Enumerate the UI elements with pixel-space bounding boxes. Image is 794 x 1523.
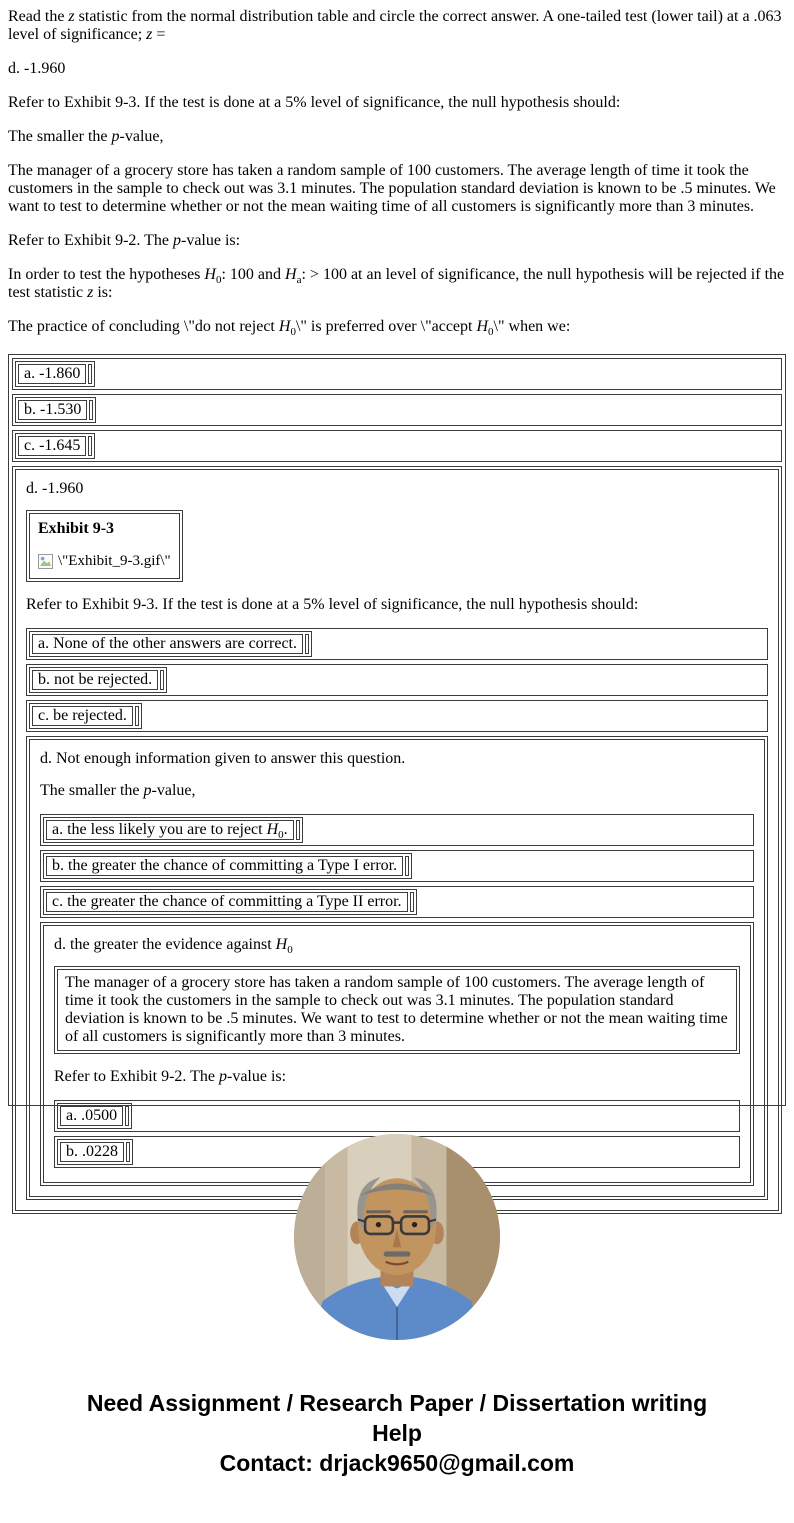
question-prompt-exhibit-9-2: Refer to Exhibit 9-2. The p-value is:	[54, 1068, 287, 1085]
answer-option-row-c	[40, 886, 754, 918]
answer-option-row-c	[12, 430, 782, 462]
answer-option-cell	[43, 817, 303, 843]
exhibit-title: Exhibit 9-3	[38, 520, 115, 537]
empty-cell	[160, 670, 164, 690]
paragraph-refer-exhibit-9-2: Refer to Exhibit 9-2. The p-value is:	[8, 232, 241, 249]
exhibit-9-3-box	[26, 510, 183, 582]
answer-option-label: a. the less likely you are to reject $H_0$.	[46, 820, 294, 840]
answer-option-label: c. the greater the chance of committing a Type II error.	[46, 892, 408, 912]
broken-image-alt-text: \"Exhibit_9-3.gif\"	[58, 553, 171, 569]
question-text-block	[8, 8, 786, 339]
answer-option-row-b	[26, 664, 768, 696]
answer-option-cell	[29, 667, 167, 693]
empty-cell	[296, 820, 300, 840]
answer-option-d-label: d. Not enough information given to answer this question.	[40, 750, 406, 767]
question-prompt-exhibit-9-3: Refer to Exhibit 9-3. If the test is done at a 5% level of significance, the null hypothesis should:	[26, 596, 639, 613]
quiz-answers-box	[8, 354, 786, 1160]
paragraph-grocery-store: The manager of a grocery store has taken a random sample of 100 customers. The average length of time it took the customers in the sample to check out was 3.1 minutes. The population standard deviation is known to be .5 minutes. We want to test to determine whether or not the mean waiting time of all customers is significantly more than 3 minutes.	[8, 162, 776, 215]
empty-cell	[89, 400, 93, 420]
instructor-photo	[294, 1134, 500, 1340]
paragraph-do-not-reject: The practice of concluding \"do not reject $H_0\backslash$" is preferred over \"accept $H_0\backslash$" when we:	[8, 318, 571, 339]
answer-option-label: c. be rejected.	[32, 706, 133, 726]
empty-cell	[88, 364, 92, 384]
broken-image-icon	[38, 554, 53, 569]
answer-option-d-box	[12, 466, 782, 1214]
footer-help-text: Need Assignment / Research Paper / Dissertation writing Help	[86, 1390, 708, 1446]
exhibit-9-3-box-inner	[29, 513, 180, 579]
answer-option-label: a. .0500	[60, 1106, 123, 1126]
paragraph-smaller-p-value: The smaller the p-value,	[8, 128, 164, 145]
answer-option-cell	[57, 1139, 133, 1165]
answer-option-cell	[43, 889, 417, 915]
answer-option-cell	[15, 397, 96, 423]
empty-cell	[126, 1142, 130, 1162]
answer-option-label: b. -1.530	[18, 400, 87, 420]
paragraph-read-z-statistic: Read the z statistic from the normal distribution table and circle the correct answer. A one-tailed test (lower tail) at a .063 level of significance; z =	[8, 8, 782, 43]
footer-banner	[8, 1388, 786, 1478]
answer-option-row-c	[26, 700, 768, 732]
empty-cell	[410, 892, 414, 912]
question-prompt-smaller-p-value: The smaller the p-value,	[40, 782, 196, 799]
exhibit-9-2-text-box	[54, 966, 740, 1054]
answer-option-cell	[57, 1103, 132, 1129]
empty-cell	[135, 706, 139, 726]
exhibit-broken-image	[38, 552, 171, 570]
answer-option-row-a	[40, 814, 754, 846]
empty-cell	[88, 436, 92, 456]
paragraph-refer-exhibit-9-3: Refer to Exhibit 9-3. If the test is done at a 5% level of significance, the null hypothesis should:	[8, 94, 621, 111]
answer-option-label: b. .0228	[60, 1142, 124, 1162]
answer-option-row-a	[12, 358, 782, 390]
answer-option-d-box-inner	[15, 469, 779, 1211]
answer-option-d-box	[26, 736, 768, 1200]
answer-option-cell	[43, 853, 412, 879]
answer-option-row-a	[26, 628, 768, 660]
empty-cell	[125, 1106, 129, 1126]
answer-option-label: b. the greater the chance of committing a Type I error.	[46, 856, 403, 876]
answer-option-cell	[15, 361, 95, 387]
answer-option-d-label: d. -1.960	[26, 480, 84, 497]
answer-option-row-b	[12, 394, 782, 426]
answer-option-d-box-inner	[29, 739, 765, 1197]
answer-option-cell	[29, 703, 142, 729]
exhibit-9-2-text: The manager of a grocery store has taken a random sample of 100 customers. The average length of time it took the customers in the sample to check out was 3.1 minutes. The population standard deviation is known to be .5 minutes. We want to test to determine whether or not the mean waiting time of all customers is significantly more than 3 minutes.	[57, 969, 737, 1051]
paragraph-test-hypotheses: In order to test the hypotheses $H_0$: 100 and $H_a$: > 100 at an level of significance, the null hypothesis will be rejected if the test statistic z is:	[8, 266, 785, 301]
answer-option-cell	[29, 631, 312, 657]
answer-option-d-label: d. the greater the evidence against $H_0$	[54, 936, 293, 957]
answer-option-label: a. -1.860	[18, 364, 86, 384]
answer-option-label: c. -1.645	[18, 436, 86, 456]
paragraph-answer-d: d. -1.960	[8, 60, 66, 77]
answer-option-cell	[15, 433, 95, 459]
footer-contact-email: Contact: drjack9650@gmail.com	[219, 1450, 575, 1476]
empty-cell	[405, 856, 409, 876]
answer-option-label: b. not be rejected.	[32, 670, 158, 690]
answer-option-row-b	[40, 850, 754, 882]
answer-option-row-a	[54, 1100, 740, 1132]
empty-cell	[305, 634, 309, 654]
answer-option-label: a. None of the other answers are correct.	[32, 634, 303, 654]
